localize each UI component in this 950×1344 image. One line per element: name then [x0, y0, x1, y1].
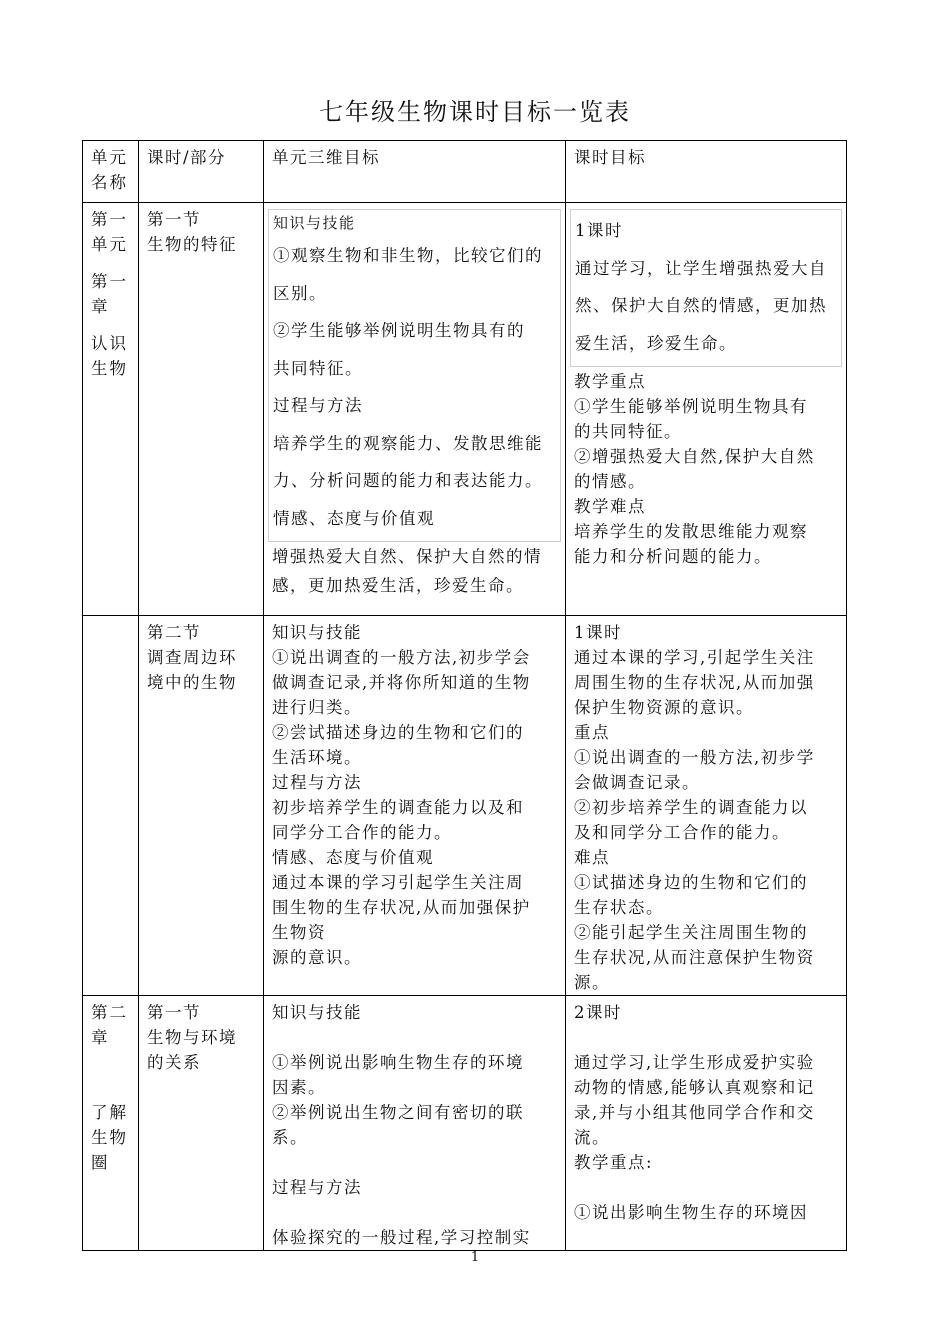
text-line: 境中的生物 — [147, 673, 237, 692]
text-line: 初步培养学生的调查能力以及和 — [272, 798, 524, 817]
text-line: 培养学生的观察能力、发散思维能 — [273, 433, 543, 453]
text-line: ②能引起学生关注周围生物的 — [574, 923, 808, 942]
header-unit-name — [83, 141, 139, 203]
text-line: 区别。 — [273, 283, 327, 303]
text-line: 系。 — [272, 1128, 308, 1147]
text-line: 生物 — [91, 1128, 128, 1147]
table-row — [83, 616, 847, 996]
unit-goals-cell — [264, 616, 566, 996]
text-line: 然、保护大自然的情感，更加热 — [575, 296, 827, 315]
text-line: ①学生能够举例说明生物具有 — [574, 397, 808, 416]
text-line: 进行归类。 — [272, 698, 362, 717]
text-line: 名称 — [91, 173, 128, 192]
text-line: 通过学习，让学生增强热爱大自 — [575, 258, 827, 278]
text-line: 第二节 — [147, 623, 201, 642]
text-line: 1课时 — [574, 623, 622, 642]
text-line: 重点 — [574, 723, 610, 742]
unit-goals-cell — [264, 996, 566, 1251]
text-line: 单元三维目标 — [272, 148, 380, 167]
text-line: 过程与方法 — [272, 1178, 362, 1197]
text-line: 课时目标 — [574, 148, 646, 167]
text-line: 生物的特征 — [147, 235, 237, 254]
lesson-goals-cell — [566, 996, 847, 1251]
text-line: 过程与方法 — [272, 773, 362, 792]
text-line: 难点 — [574, 848, 610, 867]
unit-name-cell — [83, 996, 139, 1251]
text-line: 通过本课的学习引起学生关注周 — [272, 873, 524, 892]
unit-goals-cell — [264, 203, 566, 616]
text-line: 调查周边环 — [147, 648, 237, 667]
section-cell — [139, 203, 264, 616]
text-line: 教学重点: — [574, 1153, 654, 1172]
lesson-goals-cell — [566, 616, 847, 996]
text-line: 章 — [91, 297, 110, 316]
text-line: 及和同学分工合作的能力。 — [574, 823, 790, 842]
text-line: 知识与技能 — [273, 214, 356, 232]
text-line: ①观察生物和非生物，比较它们的 — [273, 246, 543, 265]
text-line: ①说出调查的一般方法,初步学 — [574, 748, 815, 767]
text-line: 动物的情感,能够认真观察和记 — [574, 1078, 815, 1097]
lesson-objectives-table — [82, 140, 847, 1251]
lesson-text-box — [570, 209, 842, 367]
text-line: 会做调查记录。 — [574, 773, 700, 792]
text-line: 单元 — [91, 235, 128, 254]
text-line: 教学难点 — [574, 497, 646, 516]
text-line: 生物资 — [272, 923, 326, 942]
text-line: 情感、态度与价值观 — [272, 848, 434, 867]
text-line: 源。 — [574, 973, 610, 992]
text-line: 认识 — [91, 334, 128, 353]
text-line: 生存状况,从而注意保护生物资 — [574, 948, 815, 967]
section-cell — [139, 996, 264, 1251]
text-line: ①举例说出影响生物生存的环境 — [272, 1053, 524, 1072]
text-line: 的关系 — [147, 1053, 201, 1072]
text-line: 圈 — [91, 1153, 110, 1172]
text-line: 课时/部分 — [147, 148, 227, 167]
text-line: 通过学习,让学生形成爱护实验 — [574, 1053, 815, 1072]
text-line: 第一节 — [147, 210, 201, 229]
text-line: 体验探究的一般过程,学习控制实 — [272, 1228, 531, 1247]
goals-text-box — [268, 209, 561, 542]
text-line: 了解 — [91, 1103, 128, 1122]
text-line: 章 — [91, 1028, 110, 1047]
text-line: 增强热爱大自然、保护大自然的情 — [272, 547, 542, 566]
table-row — [83, 203, 847, 616]
unit-name-cell — [83, 616, 139, 996]
text-line: 爱生活，珍爱生命。 — [575, 333, 737, 353]
text-line: ①试描述身边的生物和它们的 — [574, 873, 808, 892]
section-cell — [139, 616, 264, 996]
page-title: 七年级生物课时目标一览表 — [319, 98, 631, 126]
table-header-row — [83, 141, 847, 203]
text-line: 力、分析问题的能力和表达能力。 — [273, 471, 543, 490]
unit-name-cell — [83, 203, 139, 616]
text-line: 单元 — [91, 148, 128, 167]
text-line: 录,并与小组其他同学合作和交 — [574, 1103, 815, 1122]
text-line: 生物与环境 — [147, 1028, 237, 1047]
text-line: 周围生物的生存状况,从而加强 — [574, 673, 815, 692]
text-line: ①说出调查的一般方法,初步学会 — [272, 648, 531, 667]
text-line: 生活环境。 — [272, 748, 362, 767]
text-line: 2课时 — [574, 1003, 622, 1022]
table-row — [83, 996, 847, 1251]
page-number: 1 — [470, 1250, 480, 1265]
text-line: 的情感。 — [574, 472, 646, 491]
text-line: 第二 — [91, 1003, 128, 1022]
text-line: 流。 — [574, 1128, 610, 1147]
text-line: 知识与技能 — [272, 623, 362, 642]
text-line: 保护生物资源的意识。 — [574, 698, 754, 717]
header-unit-goals — [264, 141, 566, 203]
text-line: ②初步培养学生的调查能力以 — [574, 798, 808, 817]
text-line: 培养学生的发散思维能力观察 — [574, 522, 808, 541]
text-line: 1课时 — [575, 221, 623, 240]
text-line: 第一 — [91, 272, 128, 291]
text-line: 教学重点 — [574, 372, 646, 391]
text-line: 能力和分析问题的能力。 — [574, 547, 772, 566]
text-line: 围生物的生存状况,从而加强保护 — [272, 898, 531, 917]
text-line: ①说出影响生物生存的环境因 — [574, 1203, 808, 1222]
text-line: 做调查记录,并将你所知道的生物 — [272, 673, 531, 692]
text-line: ②学生能够举例说明生物具有的 — [273, 321, 525, 340]
text-line: ②增强热爱大自然,保护大自然 — [574, 447, 815, 466]
header-lesson-part — [139, 141, 264, 203]
text-line: 知识与技能 — [272, 1003, 362, 1022]
text-line: 生物 — [91, 359, 128, 378]
text-line: 第一节 — [147, 1003, 201, 1022]
text-line: 的共同特征。 — [574, 422, 682, 441]
text-line: ②举例说出生物之间有密切的联 — [272, 1103, 524, 1122]
text-line: 源的意识。 — [272, 948, 362, 967]
text-line: 同学分工合作的能力。 — [272, 823, 452, 842]
text-line: 过程与方法 — [273, 396, 363, 415]
text-line: 共同特征。 — [273, 358, 363, 378]
text-line: 情感、态度与价值观 — [273, 508, 435, 528]
text-line: 第一 — [91, 210, 128, 229]
lesson-goals-cell — [566, 203, 847, 616]
text-line: 生存状态。 — [574, 898, 664, 917]
text-line: 通过本课的学习,引起学生关注 — [574, 648, 815, 667]
header-lesson-goals — [566, 141, 847, 203]
text-line: ②尝试描述身边的生物和它们的 — [272, 723, 524, 742]
text-line: 感，更加热爱生活，珍爱生命。 — [272, 576, 524, 595]
text-line: 因素。 — [272, 1078, 326, 1097]
